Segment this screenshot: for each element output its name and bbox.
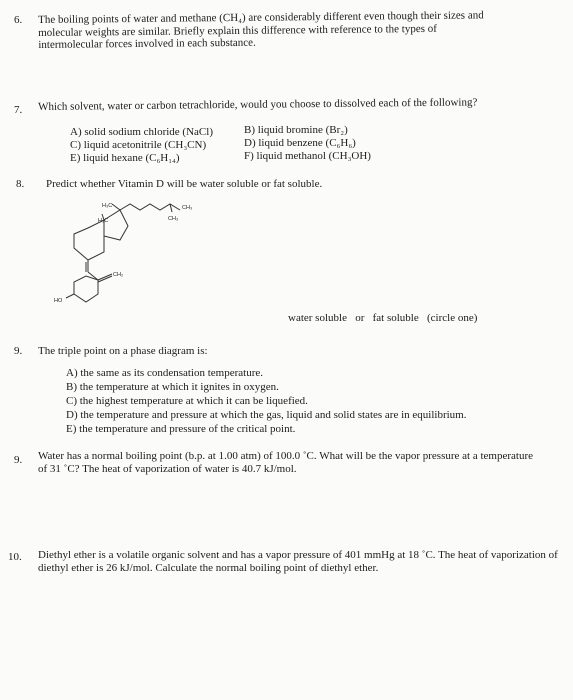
a-ring — [74, 276, 98, 302]
question-7-option-b: B) liquid bromine (Br₂) — [244, 124, 348, 136]
hydroxyl-bond — [66, 294, 74, 298]
label-ch3-top: CH₃ — [182, 205, 193, 211]
six-membered-ring — [74, 220, 104, 260]
question-8-number: 8. — [16, 178, 25, 190]
label-ho: HO — [54, 298, 63, 304]
label-h3c-top: H₃C — [102, 203, 113, 209]
question-7-number: 7. — [14, 104, 23, 116]
question-7-option-c: C) liquid acetonitrile (CH₃CN) — [70, 139, 207, 151]
question-7-option-f: F) liquid methanol (CH₃OH) — [244, 150, 371, 162]
five-membered-ring — [104, 210, 128, 240]
question-7-option-d: D) liquid benzene (C₆H₆) — [244, 137, 356, 149]
question-9b-text: Water has a normal boiling point (b.p. at 1.00 atm) of 100.0 ˚C. What will be the vapor pressure at a temperature of 31 ˚C? The heat of vaporization of water is 40.7 kJ/mol. — [38, 450, 533, 475]
question-6-number: 6. — [14, 14, 23, 26]
question-7-text: Which solvent, water or carbon tetrachloride, would you choose to dissolved each of the following? — [38, 96, 478, 113]
question-10-text: Diethyl ether is a volatile organic solvent and has a vapor pressure of 401 mmHg at 18 ˚C. The heat of vaporization of diethyl ether is 26 kJ/mol. Calculate the normal boiling point of diethyl ether. — [38, 549, 558, 574]
question-6-text: The boiling points of water and methane (CH₄) are considerably different even though their sizes and molecular weights are similar. Briefly explain this difference with reference to the types of intermolecular forces involved in each substance. — [38, 9, 484, 51]
question-8-answer-choices[interactable]: water soluble or fat soluble (circle one) — [288, 312, 478, 324]
question-9b-number: 9. — [14, 454, 23, 466]
question-9a-option-e: E) the temperature and pressure of the critical point. — [66, 423, 296, 435]
question-9a-option-d: D) the temperature and pressure at which the gas, liquid and solid states are in equilibrium. — [66, 409, 467, 421]
question-7-option-a: A) solid sodium chloride (NaCl) — [70, 126, 213, 138]
question-9a-option-b: B) the temperature at which it ignites in oxygen. — [66, 381, 279, 393]
question-8-text: Predict whether Vitamin D will be water soluble or fat soluble. — [46, 178, 323, 190]
question-9a-number: 9. — [14, 345, 23, 357]
question-10-number: 10. — [8, 551, 22, 563]
question-9a-text: The triple point on a phase diagram is: — [38, 345, 208, 357]
label-h3c-mid: H₃C — [98, 218, 109, 224]
question-9a-option-c: C) the highest temperature at which it can be liquefied. — [66, 395, 308, 407]
vitamin-d-structure — [40, 190, 230, 330]
top-methyl-bond — [112, 204, 120, 210]
label-ch2: CH₂ — [113, 272, 124, 278]
question-7-option-e: E) liquid hexane (C₆H₁₄) — [70, 152, 180, 164]
label-ch3-mid: CH₃ — [168, 216, 179, 222]
question-9a-option-a: A) the same as its condensation temperature. — [66, 367, 264, 379]
